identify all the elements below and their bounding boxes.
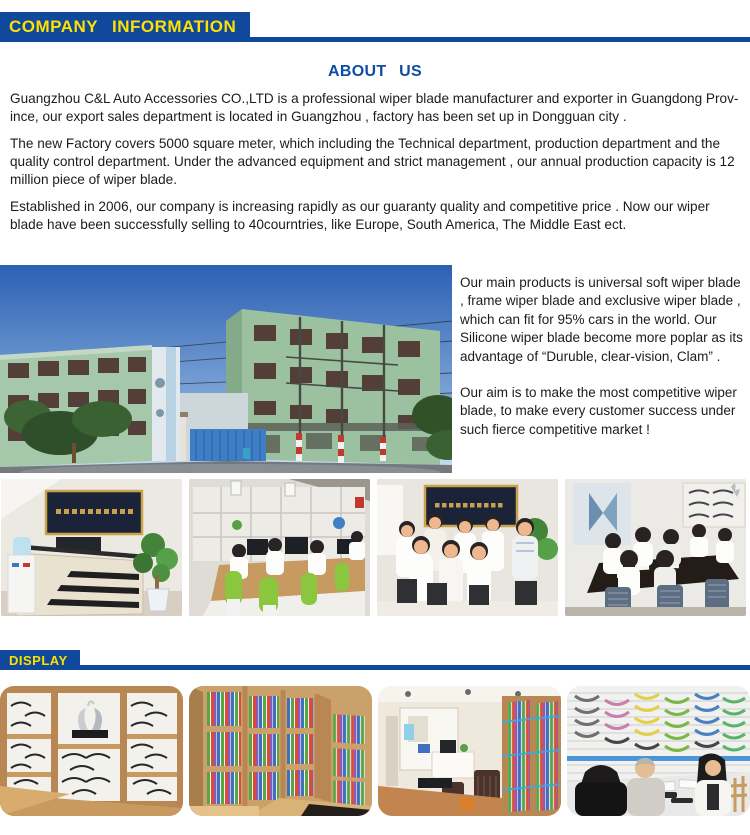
display-banner [0,650,750,670]
display-packages-photo [189,686,372,816]
about-paragraph-3: Established in 2006, our company is increasing rapidly as our guaranty quality and competitive price . Now our wiper blade have been successfully selling to 40courntries, like Europe, South America, The Middle East ect. [10,199,710,232]
display-shop-photo [378,686,561,816]
products-paragraph-2: Our aim is to make the most competitive wiper blade, to make every customer success under such fierce competitive market ! [460,385,737,437]
factory-photo-art [0,265,452,473]
factory-section [0,265,750,473]
about-paragraph-2: The new Factory covers 5000 square meter, which including the Technical department, production department and the quality control department. Under the advanced equipment and strict management , our annual production capacity is 12 million piece of wiper blade. [10,136,735,187]
meeting-room-photo [565,479,746,616]
display-photo-row [0,686,750,816]
about-us-title: ABOUT US [328,63,422,80]
team-photo [377,479,558,616]
products-text [452,265,748,473]
display-shelf-photo [0,686,183,816]
display-customers-photo [567,686,750,816]
office-reception-photo [1,479,182,616]
products-paragraph-1: Our main products is universal soft wiper blade , frame wiper blade and exclusive wiper blade , which can fit for 95% cars in the world. Our Silicone wiper blade become more poplar as its advantage of “Duruble, clear-vision, Clam” . [460,275,743,364]
company-information-label: COMPANY INFORMATION [0,12,250,42]
display-label: DISPLAY [0,650,80,670]
company-information-banner [0,12,750,42]
about-paragraph-1: Guangzhou C&L Auto Accessories CO.,LTD is a professional wiper blade manufacturer and exporter in Guangdong Prov-ince, our export sales department is located in Guangzhou , factory has been set up in Dongguan city . [10,91,739,124]
office-workspace-photo [189,479,370,616]
display-banner-rule [0,665,750,670]
factory-photo [0,265,452,473]
office-photo-row [0,479,750,616]
